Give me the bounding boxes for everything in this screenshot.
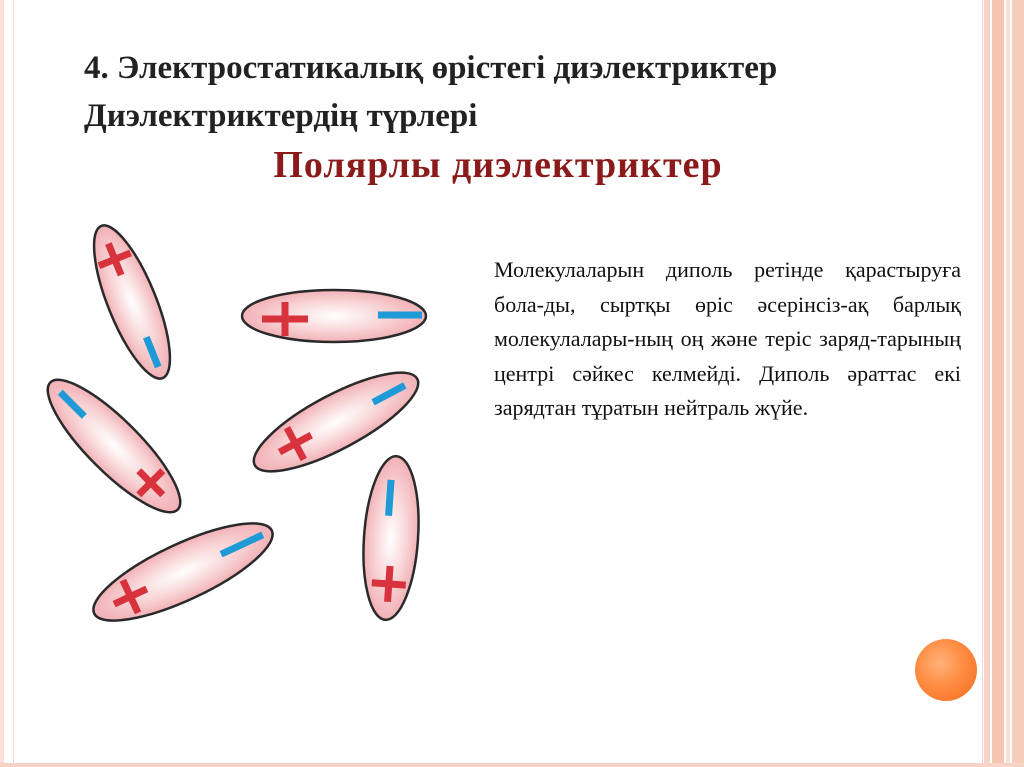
decorative-stripe bbox=[984, 0, 990, 767]
decorative-stripe bbox=[1012, 0, 1024, 767]
slide-bottom-border bbox=[0, 763, 1024, 767]
slide-left-border bbox=[0, 0, 4, 767]
dipole-molecule bbox=[358, 454, 423, 621]
negative-charge-icon bbox=[389, 480, 392, 516]
dipole-molecule bbox=[242, 290, 426, 342]
slide-canvas bbox=[14, 0, 982, 767]
dipole-molecule bbox=[32, 364, 196, 528]
slide-subtitle: Полярлы диэлектриктер bbox=[273, 144, 723, 186]
dipole-molecule bbox=[79, 217, 185, 387]
slide-title: 4. Электростатикалық өрістегі диэлектриктер Диэлектриктердің түрлері bbox=[84, 50, 778, 134]
description-text: Молекулаларын диполь ретінде қарастыруға бола-ды, сыртқы өріс әсерінсіз-ақ барлық молекулалары-ның оң және теріс заряд-тарының центрі сәйкес келмейді. Диполь әраттас екі зарядтан тұратын нейтраль жүйе. bbox=[494, 257, 961, 420]
dipole-molecule bbox=[82, 505, 283, 639]
dipole-diagram bbox=[14, 200, 494, 650]
orange-circle-icon bbox=[915, 639, 977, 701]
decorative-stripe bbox=[1006, 0, 1010, 767]
decorative-stripe bbox=[992, 0, 1004, 767]
